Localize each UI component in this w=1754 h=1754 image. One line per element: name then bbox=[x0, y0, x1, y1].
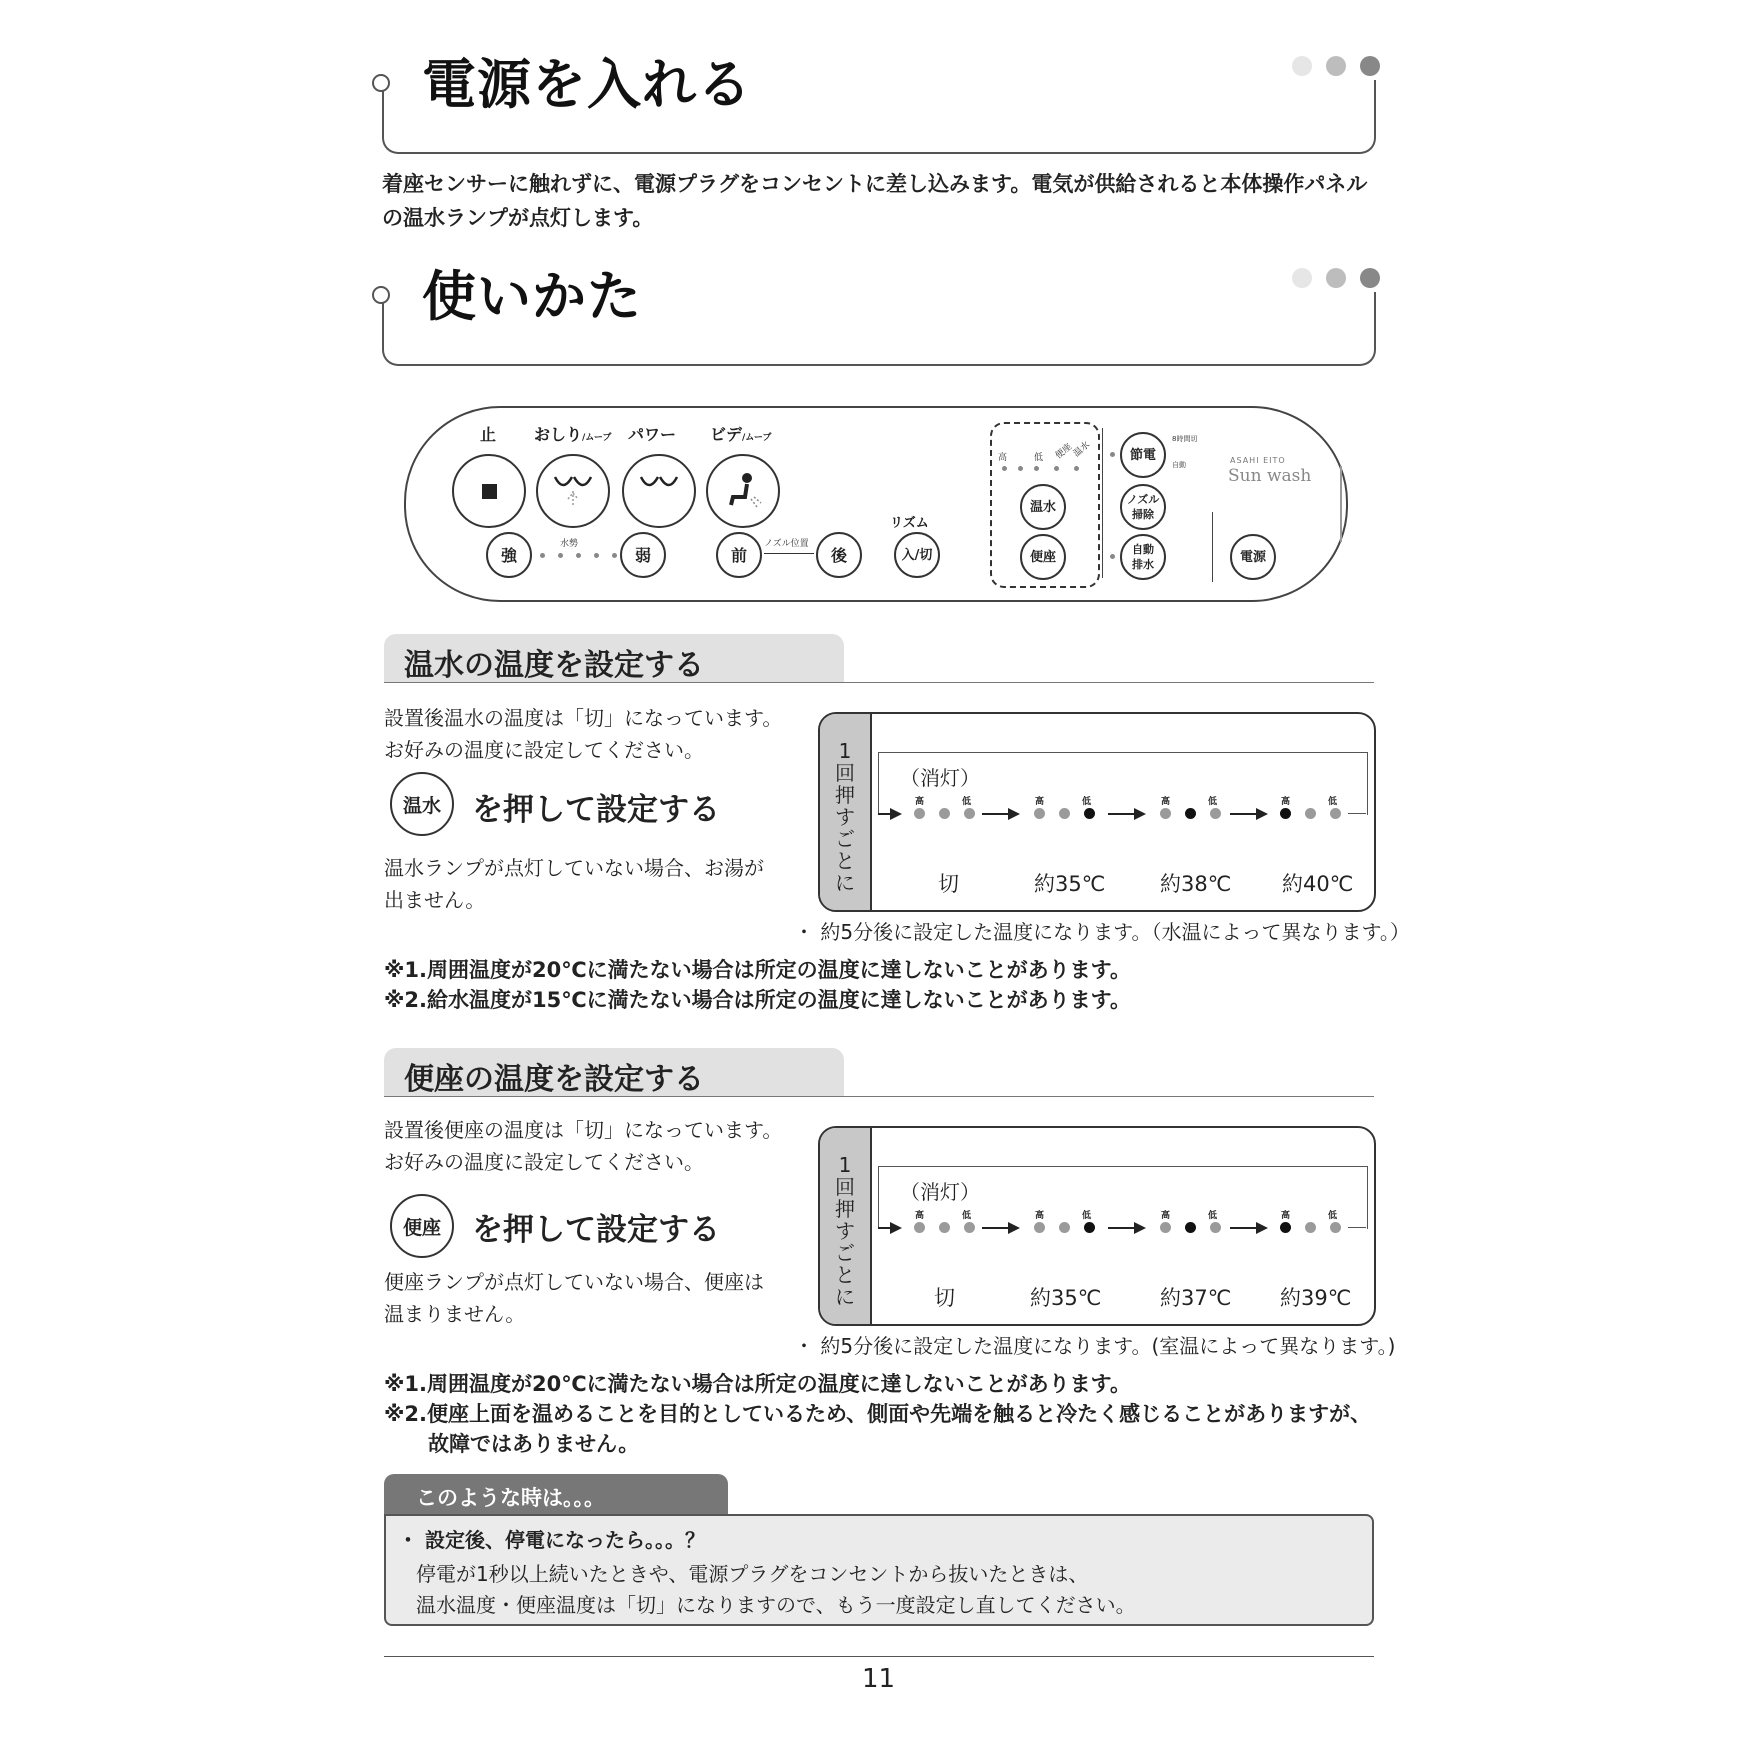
off-lamp-label: （消灯） bbox=[900, 766, 980, 790]
brand-divider bbox=[1212, 512, 1213, 582]
lamp-dot bbox=[1305, 808, 1316, 819]
lamp-dot bbox=[1034, 466, 1039, 471]
header-ring-icon bbox=[372, 74, 390, 92]
warm-water-heading-tab bbox=[384, 634, 844, 682]
oshiri-button[interactable] bbox=[536, 454, 610, 528]
eco-8h-label: 8時間切 bbox=[1172, 435, 1198, 443]
section-title-power: 電源を入れる bbox=[422, 53, 752, 116]
level-high: 高 bbox=[1281, 797, 1291, 807]
arrow-icon bbox=[1108, 1227, 1144, 1229]
lamp-dot-on bbox=[1280, 808, 1291, 819]
bidet-icon bbox=[721, 469, 765, 513]
level-high: 高 bbox=[1161, 797, 1171, 807]
warm-water-diagram bbox=[818, 712, 1376, 912]
header-dots-icon bbox=[1292, 56, 1380, 76]
lamp-dot bbox=[1018, 466, 1023, 471]
power-label: パワー bbox=[628, 425, 677, 444]
warm-remark-1: ※1.周囲温度が20℃に満たない場合は所定の温度に達しないことがあります。 bbox=[384, 958, 1131, 982]
temp-38: 約38℃ bbox=[1160, 872, 1232, 896]
warm-water-heading: 温水の温度を設定する bbox=[404, 648, 704, 683]
level-high: 高 bbox=[915, 797, 925, 807]
warm-intro-2: お好みの温度に設定してください。 bbox=[384, 738, 704, 762]
arrow-icon bbox=[1230, 813, 1266, 815]
lamp-dot bbox=[1330, 808, 1341, 819]
lamp-dot bbox=[1002, 466, 1007, 471]
force-dot bbox=[576, 553, 581, 558]
eco-auto-label: 自動 bbox=[1172, 461, 1186, 469]
warm-intro-1: 設置後温水の温度は「切」になっています。 bbox=[384, 706, 783, 730]
seat-remark-2a: ※2.便座上面を温めることを目的としているため、側面や先端を触ると冷たく感じることがありますが、 bbox=[384, 1402, 1372, 1426]
force-dot bbox=[558, 553, 563, 558]
power-wash-icon bbox=[637, 471, 681, 511]
front-button[interactable]: 前 bbox=[716, 532, 762, 578]
oshiri-label: おしり/ムーブ bbox=[534, 425, 612, 444]
control-panel bbox=[404, 406, 1348, 602]
brand-small-label: ASAHI EITO bbox=[1230, 456, 1286, 465]
page-number: 11 bbox=[862, 1664, 896, 1694]
right-divider bbox=[1102, 428, 1103, 578]
eco-dot bbox=[1110, 452, 1115, 457]
level-low: 低 bbox=[1082, 1211, 1092, 1221]
warm-push-text: を押して設定する bbox=[472, 792, 720, 828]
lamp-warm-label: 温水 bbox=[1071, 440, 1093, 460]
seat-circle-button: 便座 bbox=[390, 1194, 454, 1258]
level-low: 低 bbox=[1208, 1211, 1218, 1221]
back-button[interactable]: 後 bbox=[816, 532, 862, 578]
lamp-dot bbox=[939, 1222, 950, 1233]
diagram-side-text: 1回押すごとに bbox=[835, 1153, 855, 1309]
temp-35: 約35℃ bbox=[1034, 872, 1106, 896]
water-force-label: 水勢 bbox=[560, 539, 579, 549]
eco-button[interactable]: 節電 bbox=[1120, 432, 1166, 478]
diagram-side-text: 1回押すごとに bbox=[835, 739, 855, 895]
power-body-line1: 着座センサーに触れずに、電源プラグをコンセントに差し込みます。電気が供給されると本体操作パネル bbox=[382, 172, 1368, 196]
lamp-dot-on bbox=[1084, 1222, 1095, 1233]
lamp-dot-on bbox=[1185, 1222, 1196, 1233]
lamp-dot bbox=[939, 808, 950, 819]
seat-button[interactable]: 便座 bbox=[1020, 534, 1066, 580]
level-low: 低 bbox=[1208, 797, 1218, 807]
lamp-dot bbox=[1034, 808, 1045, 819]
level-high: 高 bbox=[1281, 1211, 1291, 1221]
strong-button[interactable]: 強 bbox=[486, 532, 532, 578]
level-high: 高 bbox=[1035, 797, 1045, 807]
warm-water-button[interactable]: 温水 bbox=[1020, 484, 1066, 530]
force-dot bbox=[612, 553, 617, 558]
lamp-dot bbox=[1160, 1222, 1171, 1233]
seat-after-note: ・ 約5分後に設定した温度になります。(室温によって異なります。) bbox=[794, 1334, 1396, 1358]
force-dot bbox=[594, 553, 599, 558]
temp-40: 約40℃ bbox=[1282, 872, 1354, 896]
temp-off: 切 bbox=[938, 872, 959, 896]
section-header-power bbox=[382, 53, 1376, 154]
oshiri-icon bbox=[551, 471, 595, 511]
level-high: 高 bbox=[1035, 1211, 1045, 1221]
panel-right-edge bbox=[1340, 466, 1342, 542]
info-question: ・ 設定後、停電になったら。。。？ bbox=[398, 1528, 705, 1552]
temp-37: 約37℃ bbox=[1160, 1286, 1232, 1310]
seat-heading-line bbox=[384, 1096, 1374, 1097]
auto-drain-button[interactable]: 自動 排水 bbox=[1120, 534, 1166, 580]
lamp-dot bbox=[1074, 466, 1079, 471]
seat-remark-2b: 故障ではありません。 bbox=[428, 1432, 640, 1456]
info-tab bbox=[384, 1474, 728, 1514]
level-low: 低 bbox=[962, 1211, 972, 1221]
lamp-dot bbox=[964, 808, 975, 819]
rhythm-label: リズム bbox=[890, 516, 929, 531]
seat-remark-1: ※1.周囲温度が20℃に満たない場合は所定の温度に達しないことがあります。 bbox=[384, 1372, 1131, 1396]
lamp-low-label: 低 bbox=[1034, 453, 1044, 463]
lamp-dot bbox=[1210, 1222, 1221, 1233]
temp-35: 約35℃ bbox=[1030, 1286, 1102, 1310]
info-tab-label: このような時は。。。 bbox=[416, 1486, 605, 1510]
section-title-usage: 使いかた bbox=[422, 265, 642, 328]
temp-39: 約39℃ bbox=[1280, 1286, 1352, 1310]
seat-heading: 便座の温度を設定する bbox=[404, 1062, 704, 1097]
seat-diagram bbox=[818, 1126, 1376, 1326]
lamp-dot-on bbox=[1084, 808, 1095, 819]
level-high: 高 bbox=[915, 1211, 925, 1221]
warm-after-note: ・ 約5分後に設定した温度になります。（水温によって異なります。） bbox=[794, 920, 1410, 944]
bidet-label: ビデ/ムーブ bbox=[710, 425, 772, 444]
seat-push-text: を押して設定する bbox=[472, 1212, 720, 1248]
lamp-dot bbox=[1054, 466, 1059, 471]
power-button[interactable]: 電源 bbox=[1230, 534, 1276, 580]
nozzle-clean-button[interactable]: ノズル 掃除 bbox=[1120, 484, 1166, 530]
arrow-icon bbox=[1108, 813, 1144, 815]
info-answer-1: 停電が1秒以上続いたときや、電源プラグをコンセントから抜いたときは、 bbox=[416, 1562, 1089, 1586]
lamp-dot bbox=[914, 808, 925, 819]
stop-label: 止 bbox=[480, 425, 497, 444]
bidet-button[interactable] bbox=[706, 454, 780, 528]
drain-dot bbox=[1110, 554, 1115, 559]
warm-note-2: 出ません。 bbox=[384, 888, 486, 912]
lamp-dot bbox=[1059, 808, 1070, 819]
power-body-line2: の温水ランプが点灯します。 bbox=[382, 206, 654, 230]
loop-return bbox=[1348, 1227, 1366, 1228]
warm-note-1: 温水ランプが点灯していない場合、お湯が bbox=[384, 856, 764, 880]
footer-line bbox=[384, 1656, 1374, 1657]
lamp-dot bbox=[1210, 808, 1221, 819]
temp-off: 切 bbox=[934, 1286, 955, 1310]
power-button-wash[interactable] bbox=[622, 454, 696, 528]
lamp-seat-label: 便座 bbox=[1053, 442, 1075, 462]
lamp-dot bbox=[1059, 1222, 1070, 1233]
nozzle-position-label: ノズル位置 bbox=[764, 539, 809, 549]
seat-heading-tab bbox=[384, 1048, 844, 1096]
lamp-dot bbox=[1034, 1222, 1045, 1233]
level-low: 低 bbox=[1082, 797, 1092, 807]
level-low: 低 bbox=[1328, 797, 1338, 807]
lamp-high-label: 高 bbox=[998, 453, 1008, 463]
brand-logo: Sun wash bbox=[1228, 466, 1312, 486]
lamp-dot bbox=[964, 1222, 975, 1233]
level-low: 低 bbox=[962, 797, 972, 807]
arrow-icon bbox=[878, 813, 900, 815]
lamp-dot bbox=[914, 1222, 925, 1233]
warm-remark-2: ※2.給水温度が15℃に満たない場合は所定の温度に達しないことがあります。 bbox=[384, 988, 1131, 1012]
stop-square-icon bbox=[482, 484, 497, 499]
stop-button[interactable] bbox=[452, 454, 526, 528]
seat-note-1: 便座ランプが点灯していない場合、便座は bbox=[384, 1270, 764, 1294]
info-answer-2: 温水温度・便座温度は「切」になりますので、もう一度設定し直してください。 bbox=[416, 1593, 1136, 1617]
arrow-icon bbox=[982, 813, 1018, 815]
info-box bbox=[384, 1514, 1374, 1626]
lamp-dot bbox=[1330, 1222, 1341, 1233]
rhythm-button[interactable]: 入/切 bbox=[894, 532, 940, 578]
off-lamp-label: （消灯） bbox=[900, 1180, 980, 1204]
force-dot bbox=[540, 553, 545, 558]
lamp-dot bbox=[1305, 1222, 1316, 1233]
lamp-dot-on bbox=[1185, 808, 1196, 819]
arrow-icon bbox=[982, 1227, 1018, 1229]
seat-intro-1: 設置後便座の温度は「切」になっています。 bbox=[384, 1118, 783, 1142]
warm-water-circle-button: 温水 bbox=[390, 772, 454, 836]
level-high: 高 bbox=[1161, 1211, 1171, 1221]
header-dots-icon bbox=[1292, 268, 1380, 288]
seat-note-2: 温まりません。 bbox=[384, 1302, 526, 1326]
lamp-dot-on bbox=[1280, 1222, 1291, 1233]
arrow-icon bbox=[878, 1227, 900, 1229]
loop-return bbox=[1348, 813, 1366, 814]
warm-water-heading-line bbox=[384, 682, 1374, 683]
lamp-dot bbox=[1160, 808, 1171, 819]
level-low: 低 bbox=[1328, 1211, 1338, 1221]
section-header-usage bbox=[382, 265, 1376, 366]
nozzle-line bbox=[764, 553, 814, 554]
arrow-icon bbox=[1230, 1227, 1266, 1229]
seat-intro-2: お好みの温度に設定してください。 bbox=[384, 1150, 704, 1174]
weak-button[interactable]: 弱 bbox=[620, 532, 666, 578]
header-ring-icon bbox=[372, 286, 390, 304]
